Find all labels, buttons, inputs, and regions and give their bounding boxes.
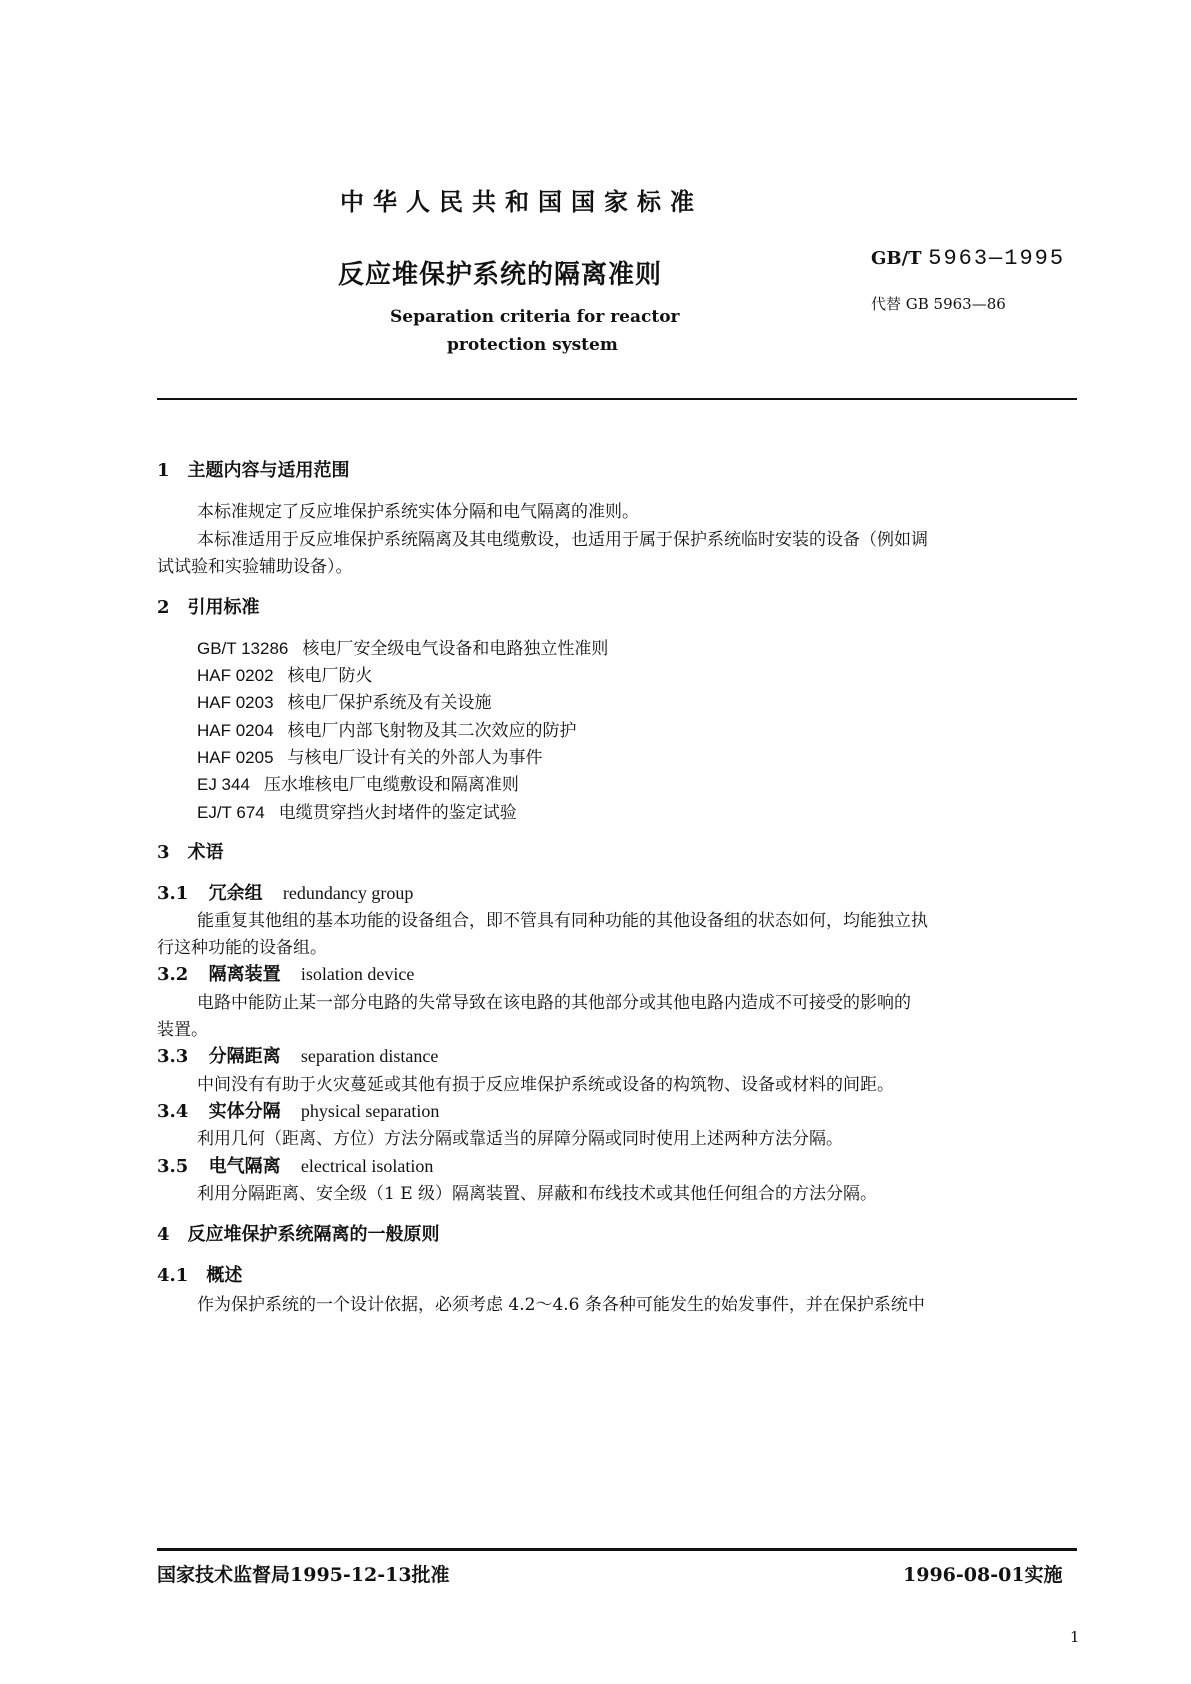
term-chinese: 分隔距离 bbox=[208, 1046, 281, 1067]
term-definition-cont: 行这种功能的设备组。 bbox=[157, 938, 327, 958]
term-definition: 利用分隔距离、安全级（1 E 级）隔离装置、屏蔽和布线技术或其他任何组合的方法分隔。 bbox=[197, 1184, 878, 1204]
section-2-heading: 2 引用标准 bbox=[157, 597, 260, 618]
term-chinese: 电气隔离 bbox=[208, 1156, 281, 1177]
term-english: separation distance bbox=[300, 1046, 439, 1066]
reference-code: EJ 344 bbox=[197, 775, 250, 794]
reference-code: HAF 0204 bbox=[197, 721, 274, 740]
section-1-paragraph-1: 本标准规定了反应堆保护系统实体分隔和电气隔离的准则。 bbox=[197, 502, 639, 522]
reference-title: 与核电厂设计有关的外部人为事件 bbox=[287, 748, 543, 768]
term-english: physical separation bbox=[300, 1101, 440, 1121]
implementation-date: 1996-08-01实施 bbox=[903, 1564, 1063, 1586]
term-english: electrical isolation bbox=[300, 1156, 434, 1176]
english-title-line-2: protection system bbox=[447, 335, 618, 355]
subsection-4-1-heading: 4.1 概述 bbox=[157, 1265, 243, 1286]
subsection-4-1-paragraph: 作为保护系统的一个设计依据，必须考虑 4.2～4.6 条各种可能发生的始发事件，并在保护系统中 bbox=[197, 1295, 925, 1315]
reference-item bbox=[197, 634, 608, 659]
term-english: isolation device bbox=[300, 964, 415, 984]
term-english: redundancy group bbox=[282, 883, 414, 903]
standard-number bbox=[871, 245, 1065, 271]
reference-title: 压水堆核电厂电缆敷设和隔离准则 bbox=[263, 775, 519, 795]
document-title: 反应堆保护系统的隔离准则 bbox=[338, 260, 663, 290]
reference-title: 核电厂保护系统及有关设施 bbox=[287, 693, 492, 713]
section-4-heading: 4 反应堆保护系统隔离的一般原则 bbox=[157, 1224, 440, 1245]
reference-title: 核电厂安全级电气设备和电路独立性准则 bbox=[302, 639, 609, 659]
term-chinese: 冗余组 bbox=[208, 883, 263, 904]
reference-item bbox=[197, 743, 543, 768]
reference-code: HAF 0205 bbox=[197, 748, 274, 767]
reference-title: 核电厂防火 bbox=[287, 666, 373, 686]
page-number: 1 bbox=[1070, 1628, 1080, 1646]
replaces-standard: 代替 GB 5963—86 bbox=[871, 295, 1006, 313]
term-number: 3.1 bbox=[157, 883, 189, 904]
term-definition: 电路中能防止某一部分电路的失常导致在该电路的其他部分或其他电路内造成不可接受的影响的 bbox=[197, 993, 911, 1013]
reference-item bbox=[197, 770, 519, 795]
standard-prefix: GB/T bbox=[871, 248, 922, 269]
reference-code: HAF 0202 bbox=[197, 666, 274, 685]
reference-item bbox=[197, 661, 373, 686]
term-number: 3.2 bbox=[157, 964, 189, 985]
reference-item bbox=[197, 688, 492, 713]
term-number: 3.3 bbox=[157, 1046, 189, 1067]
term-definition: 利用几何（距离、方位）方法分隔或靠适当的屏障分隔或同时使用上述两种方法分隔。 bbox=[197, 1129, 843, 1149]
term-heading bbox=[157, 1152, 433, 1178]
reference-title: 核电厂内部飞射物及其二次效应的防护 bbox=[287, 721, 577, 741]
reference-item bbox=[197, 716, 577, 741]
national-standard-title: 中华人民共和国国家标准 bbox=[340, 187, 703, 216]
header-divider bbox=[157, 398, 1077, 400]
reference-item bbox=[197, 798, 517, 823]
reference-code: GB/T 13286 bbox=[197, 639, 289, 658]
section-3-heading: 3 术语 bbox=[157, 842, 224, 863]
term-definition: 中间没有有助于火灾蔓延或其他有损于反应堆保护系统或设备的构筑物、设备或材料的间距。 bbox=[197, 1075, 894, 1095]
reference-code: EJ/T 674 bbox=[197, 803, 265, 822]
footer-divider bbox=[157, 1548, 1077, 1551]
term-heading bbox=[157, 879, 413, 905]
term-definition: 能重复其他组的基本功能的设备组合，即不管具有同种功能的其他设备组的状态如何，均能独立执 bbox=[197, 911, 928, 931]
approval-date: 国家技术监督局1995-12-13批准 bbox=[157, 1564, 450, 1586]
term-number: 3.4 bbox=[157, 1101, 189, 1122]
section-1-heading: 1 主题内容与适用范围 bbox=[157, 460, 350, 481]
term-chinese: 隔离装置 bbox=[208, 964, 281, 985]
reference-code: HAF 0203 bbox=[197, 693, 274, 712]
term-heading bbox=[157, 1042, 438, 1068]
english-title-line-1: Separation criteria for reactor bbox=[390, 307, 680, 327]
term-definition-cont: 装置。 bbox=[157, 1020, 208, 1040]
term-number: 3.5 bbox=[157, 1156, 189, 1177]
term-heading bbox=[157, 1097, 439, 1123]
reference-title: 电缆贯穿挡火封堵件的鉴定试验 bbox=[278, 803, 517, 823]
term-heading bbox=[157, 960, 414, 986]
term-chinese: 实体分隔 bbox=[208, 1101, 281, 1122]
standard-code: 5963—1995 bbox=[928, 246, 1066, 271]
section-1-paragraph-2a: 本标准适用于反应堆保护系统隔离及其电缆敷设，也适用于属于保护系统临时安装的设备（例如调 bbox=[197, 530, 928, 550]
section-1-paragraph-2b: 试试验和实验辅助设备）。 bbox=[157, 557, 353, 577]
